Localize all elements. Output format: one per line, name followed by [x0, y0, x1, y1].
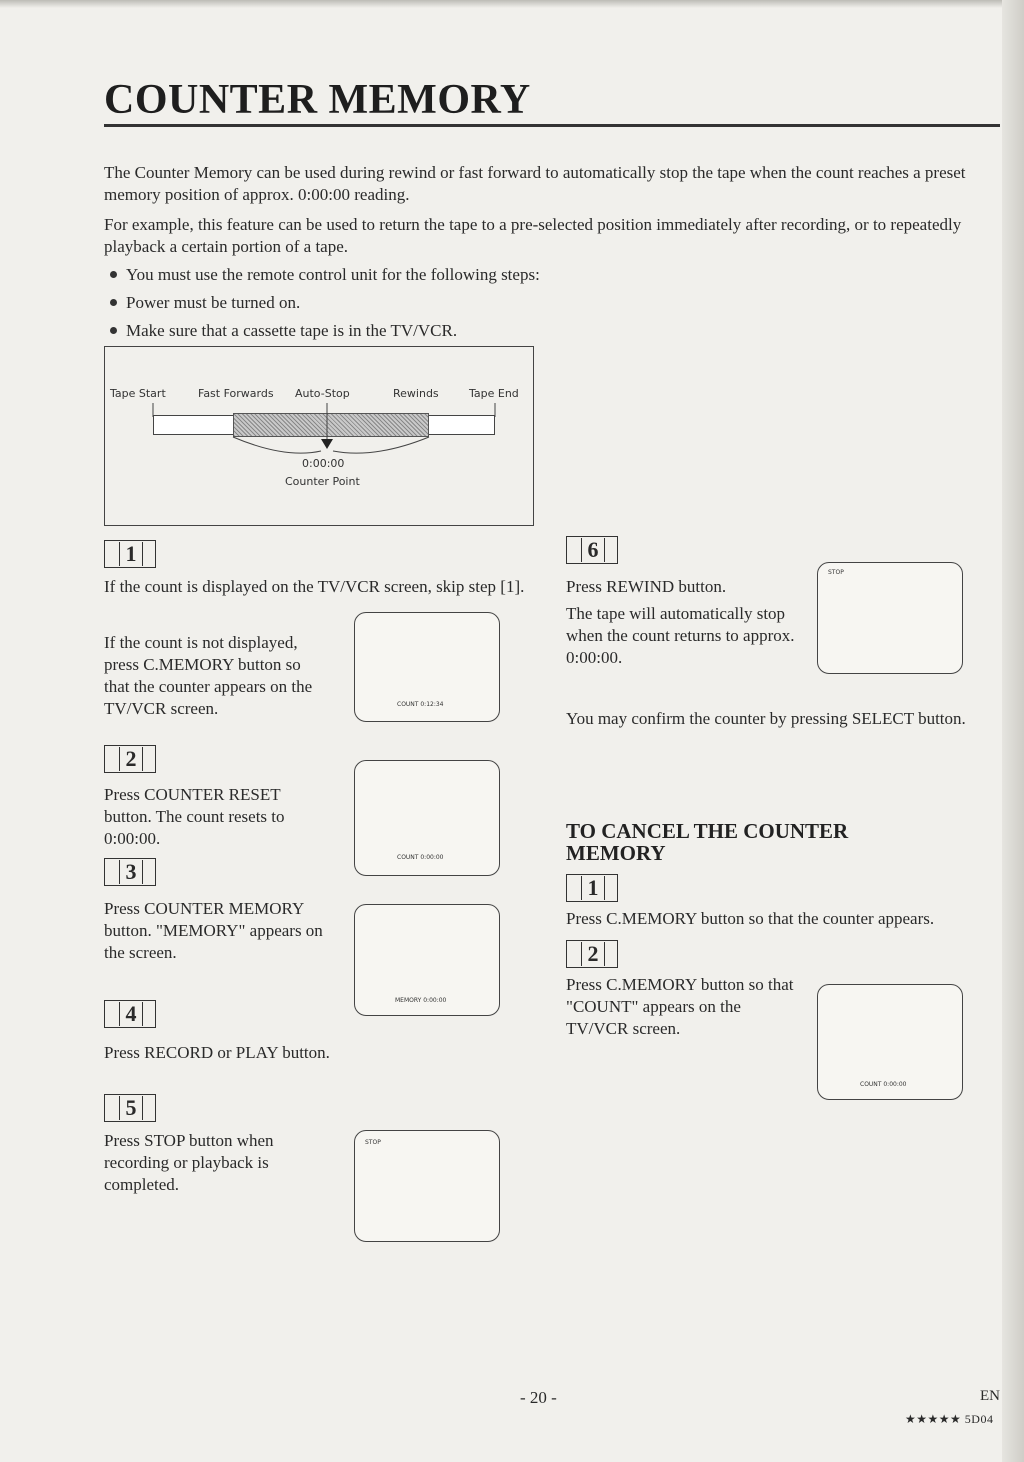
label-tape-end: Tape End: [469, 387, 519, 400]
cancel-step-2-box: [566, 940, 618, 968]
step-6-text-b: The tape will automatically stop when the count returns to approx. 0:00:00.: [566, 604, 795, 667]
step-4-text: Press RECORD or PLAY button.: [104, 1043, 330, 1062]
label-tape-start: Tape Start: [110, 387, 166, 400]
step-number: 6: [581, 538, 605, 562]
cancel-step-1-text: Press C.MEMORY button so that the counter appears.: [566, 909, 935, 928]
page-number: - 20 -: [520, 1388, 557, 1407]
step-3-text: Press COUNTER MEMORY button. "MEMORY" appears on the screen.: [104, 899, 323, 962]
bullet-item: [110, 292, 300, 314]
screen-text: COUNT 0:00:00: [397, 854, 444, 861]
screen-text: STOP: [828, 569, 844, 576]
language-code: EN: [980, 1388, 1000, 1404]
intro-paragraph-2: For example, this feature can be used to return the tape to a pre-selected position immediately after recording, or to repeatedly playback a certain portion of a tape.: [104, 215, 962, 256]
page-title: COUNTER MEMORY: [104, 77, 531, 123]
document-code: ★★★★★ 5D04: [905, 1412, 994, 1426]
step-6-box: [566, 536, 618, 564]
label-rewinds: Rewinds: [393, 387, 439, 400]
step-number: 4: [119, 1002, 143, 1026]
bullet-text: Power must be turned on.: [126, 293, 301, 312]
bullet-item: [110, 264, 540, 286]
page-top-edge: [0, 0, 1024, 8]
cancel-step-2-text: Press C.MEMORY button so that "COUNT" appears on the TV/VCR screen.: [566, 975, 794, 1038]
bullet-icon: [110, 327, 117, 334]
bullet-icon: [110, 299, 117, 306]
bullet-text: You must use the remote control unit for the following steps:: [126, 265, 540, 284]
bullet-icon: [110, 271, 117, 278]
curve-left: [233, 437, 321, 453]
page-right-edge: [1002, 0, 1024, 1462]
step-number: 5: [119, 1096, 143, 1120]
step-1-box: [104, 540, 156, 568]
step-number: 2: [581, 942, 605, 966]
step-1-text-a: If the count is displayed on the TV/VCR screen, skip step [1].: [104, 577, 525, 596]
step-number: 1: [119, 542, 143, 566]
cancel-section-heading: TO CANCEL THE COUNTER MEMORY: [566, 819, 849, 865]
step-number: 2: [119, 747, 143, 771]
counter-value-label: 0:00:00: [302, 457, 345, 470]
tv-screen-step-6: [817, 562, 963, 674]
step-5-box: [104, 1094, 156, 1122]
bullet-text: Make sure that a cassette tape is in the TV/VCR.: [126, 321, 458, 340]
screen-text: MEMORY 0:00:00: [395, 997, 447, 1004]
step-4-box: [104, 1000, 156, 1028]
counter-point-label: Counter Point: [285, 475, 360, 488]
step-1-text-b: If the count is not displayed, press C.MEMORY button so that the counter appears on the TV/VCR screen.: [104, 633, 313, 718]
diagram-lines: [105, 347, 535, 527]
step-2-box: [104, 745, 156, 773]
label-auto-stop: Auto-Stop: [295, 387, 350, 400]
cancel-step-1-box: [566, 874, 618, 902]
step-number: 3: [119, 860, 143, 884]
tv-screen-step-5: [354, 1130, 500, 1242]
tv-screen-cancel-step-2: [817, 984, 963, 1100]
bullet-item: [110, 320, 457, 342]
tv-screen-step-1: [354, 612, 500, 722]
screen-text: COUNT 0:12:34: [397, 701, 444, 708]
step-number: 1: [581, 876, 605, 900]
label-fast-forwards: Fast Forwards: [198, 387, 274, 400]
auto-stop-arrow-icon: [321, 439, 333, 449]
tv-screen-step-3: [354, 904, 500, 1016]
curve-right: [333, 437, 429, 453]
screen-text: COUNT 0:00:00: [860, 1081, 907, 1088]
step-5-text: Press STOP button when recording or playback is completed.: [104, 1131, 274, 1194]
step-6-text-c: You may confirm the counter by pressing SELECT button.: [566, 709, 966, 728]
tv-screen-step-2: [354, 760, 500, 876]
intro-paragraph-1: The Counter Memory can be used during rewind or fast forward to automatically stop the tape when the count reaches a preset memory position of approx. 0:00:00 reading.: [104, 163, 966, 204]
screen-text: STOP: [365, 1139, 381, 1146]
step-2-text: Press COUNTER RESET button. The count resets to 0:00:00.: [104, 785, 285, 848]
tape-diagram: [104, 346, 534, 526]
step-6-text-a: Press REWIND button.: [566, 577, 727, 596]
title-rule: [104, 124, 1000, 127]
step-3-box: [104, 858, 156, 886]
